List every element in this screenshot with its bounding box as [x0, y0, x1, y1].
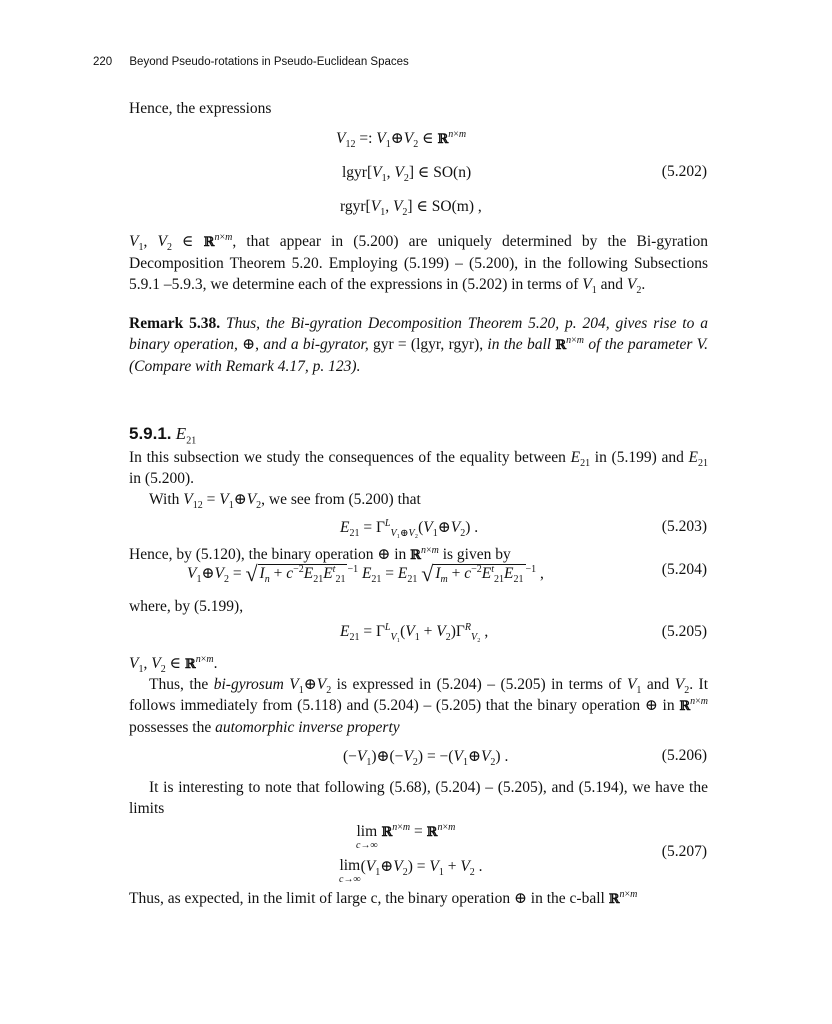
eq-5-207-line2: lim c→∞ $(V_1\oplus V_2) = V_1 + V_2$ .	[339, 857, 483, 885]
eq-5-206: $(-V_1)\oplus(-V_2)$ = $-(V_1\oplus V_2)$ .	[343, 748, 509, 769]
running-header	[93, 56, 409, 68]
eq-5-203: $E_{21}$ = $\Gamma^L_{V_1\oplus V_2}(V_1\oplus V_2)$ .	[340, 517, 479, 540]
running-title: Beyond Pseudo-rotations in Pseudo-Euclidean Spaces	[129, 56, 409, 68]
intro-text: Hence, the expressions	[129, 100, 272, 117]
eq-number-5-202: (5.202)	[661, 163, 707, 180]
eq-5-202-line2: $lgyr[V_1$, $V_2$] ∈ SO(n)	[342, 164, 472, 185]
paragraph-uniqueness: $V_1$, $V_2$ ∈ ℝ$^{n\times m}$, that appear in (5.200) are uniquely determined by the Bi-gyration Decomposition Theorem 5.20. Employing (5.199) – (5.200), in the following Subsections 5.9.1 –5.9.3, we determine each of the expressions in (5.202) in terms of $V_1$ and $V_2$.	[129, 231, 709, 297]
eq-5-202-line1: $V_{12}$ =: $V_1\oplus V_2$ ∈ ℝ$^{n\times m}$	[336, 128, 467, 151]
eq-number-5-204: (5.204)	[661, 561, 707, 578]
paragraph-bi-gyrosum: Thus, the bi-gyrosum $V_1\oplus V_2$ is expressed in (5.204) – (5.205) in terms of $V_1$ and $V_2$. It follows immediately from (5.118) and (5.204) – (5.205) that the binary operation ⊕ in ℝ$^{n\times m}$ possesses the automorphic inverse property	[129, 676, 709, 736]
paragraph-limits: It is interesting to note that following (5.68), (5.204) – (5.205), and (5.194), we have the limits	[129, 779, 708, 817]
eq-number-5-207: (5.207)	[661, 843, 707, 860]
paragraph-last-line: Thus, as expected, in the limit of large c, the binary operation ⊕ in the c-ball ℝ$^{n\times m}$	[129, 888, 638, 907]
eq-number-5-205: (5.205)	[661, 623, 707, 640]
eq-number-5-206: (5.206)	[661, 747, 707, 764]
where-text: where, by (5.199),	[129, 598, 244, 615]
eq-5-202-line3: $rgyr[V_1$, $V_2$] ∈ SO(m) ,	[340, 198, 482, 219]
paragraph-with-v12: With $V_{12}$ = $V_1\oplus V_2$, we see from (5.200) that	[149, 491, 421, 512]
paragraph-v1-v2: $V_1$, $V_2$ ∈ ℝ$^{n\times m}$.	[129, 653, 218, 676]
eq-5-207-line1: lim c→∞ ℝ$^{n\times m}$ = ℝ$^{n\times m}$	[356, 821, 456, 851]
eq-5-204: $V_1\oplus V_2$ = √ $I_n + c^{-2}E_{21}E^t_{21}^{-1}$ $E_{21} = E_{21}$ √ $I_m + c^{-2}E^t_{21}E_{21}^{-1}$ ,	[187, 561, 544, 586]
eq-number-5-203: (5.203)	[661, 518, 707, 535]
paragraph-binary-operation: Hence, by (5.120), the binary operation ⊕ in ℝ$^{n\times m}$ is given by	[129, 544, 511, 563]
section-heading-5-9-1: 5.9.1. $E_{21}$	[129, 424, 197, 447]
page-number: 220	[93, 56, 113, 68]
paragraph-5-9-1: In this subsection we study the consequences of the equality between $E_{21}$ in (5.199) and $E_{21}$ in (5.200).	[129, 449, 708, 487]
eq-5-205: $E_{21} = \Gamma^L_{V_1}(V_1 + V_2)\Gamma^R_{V_2}$ ,	[340, 621, 489, 644]
remark-5-38: Remark 5.38. Thus, the Bi-gyration Decomposition Theorem 5.20, p. 204, gives rise to a binary operation, ⊕, and a bi-gyrator, gyr = (lgyr, rgyr), in the ball ℝ$^{n\times m}$ of the parameter V. (Compare with Remark 4.17, p. 123).	[129, 315, 709, 375]
